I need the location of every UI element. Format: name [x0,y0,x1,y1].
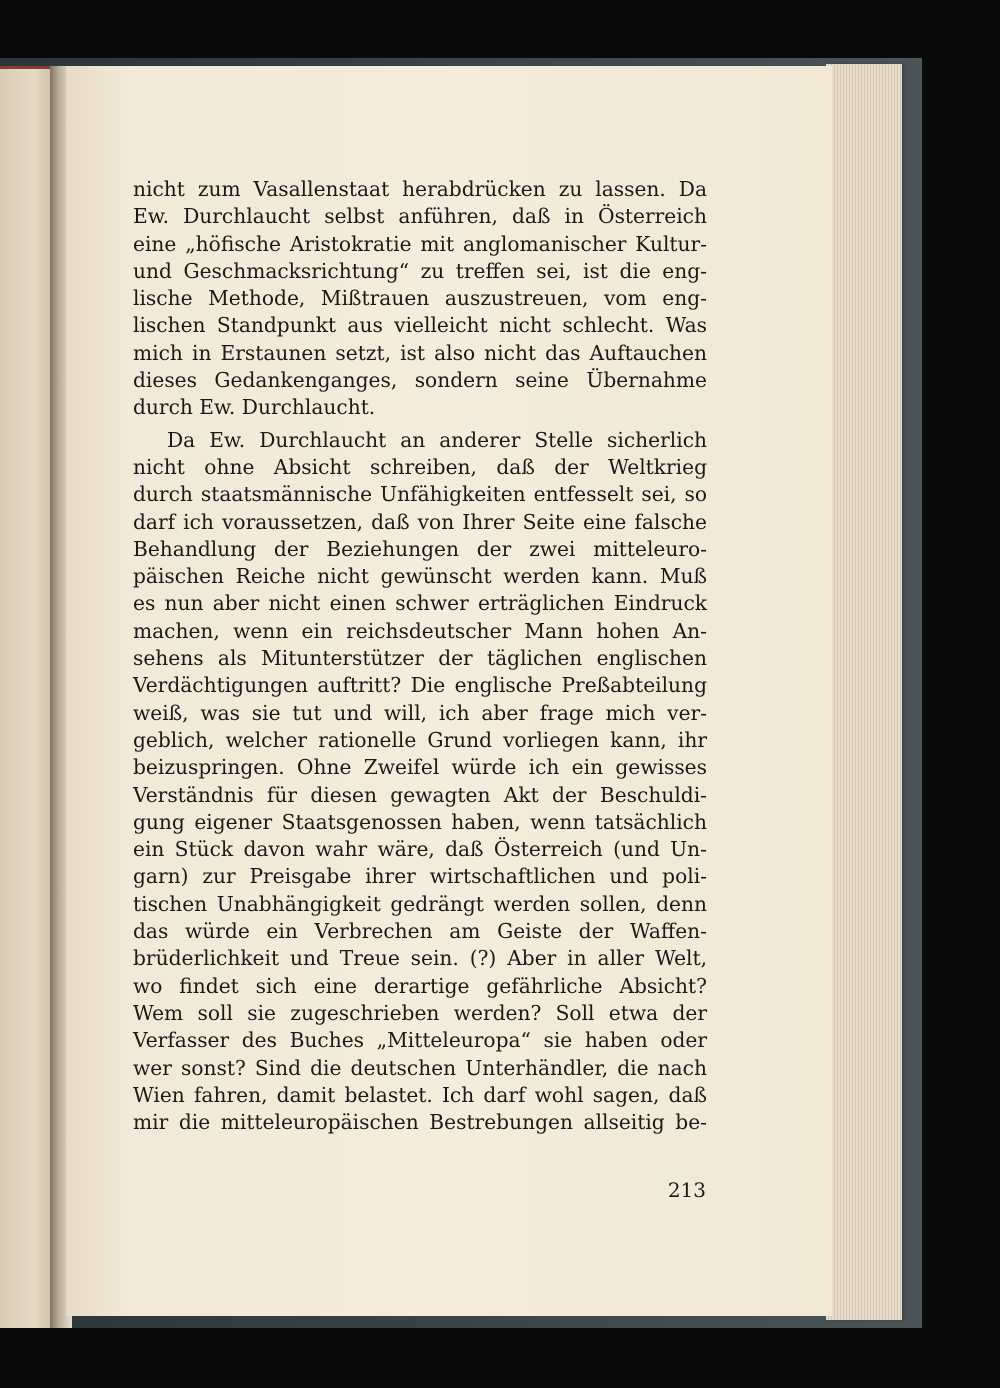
text-line: Behandlung der Beziehungen der zwei mitteleuro- [133,536,707,561]
text-line: wer sonst? Sind die deutschen Unterhändler, die nach [133,1055,707,1080]
text-line: sehens als Mitunterstützer der täglichen englischen [133,646,707,671]
text-line: und Geschmacksrichtung“ zu treffen sei, ist die eng- [133,258,707,283]
text-line: brüderlichkeit und Treue sein. (?) Aber in aller Welt, [133,946,707,971]
text-line: nicht zum Vasallenstaat herabdrücken zu lassen. Da [133,177,707,201]
paragraph-2 [133,427,707,1137]
text-line: Verfasser des Buches „Mitteleuropa“ sie haben oder [133,1028,707,1053]
text-line: eine „höfische Aristokratie mit anglomanischer Kultur- [133,231,707,256]
text-line: lischen Standpunkt aus vielleicht nicht schlecht. Was [133,313,707,338]
text-line: mir die mitteleuropäischen Bestrebungen allseitig be- [133,1110,707,1135]
text-line: beizuspringen. Ohne Zweifel würde ich ein gewisses [133,755,707,780]
text-line: päischen Reiche nicht gewünscht werden kann. Muß [133,564,707,589]
text-line: machen, wenn ein reichsdeutscher Mann hohen An- [133,618,707,643]
text-line: Verdächtigungen auftritt? Die englische Preßabteilung [133,673,707,698]
paragraph-1 [133,176,707,422]
text-line: ein Stück davon wahr wäre, daß Österreich (und Un- [133,837,707,862]
text-line: Wien fahren, damit belastet. Ich darf wohl sagen, daß [133,1082,707,1107]
text-line: tischen Unabhängigkeit gedrängt werden sollen, denn [133,891,707,916]
text-line: Verständnis für diesen gewagten Akt der Beschuldi- [133,782,707,807]
text-line: gung eigener Staatsgenossen haben, wenn tatsächlich [133,809,707,834]
text-line: es nun aber nicht einen schwer erträglichen Eindruck [133,591,707,616]
text-line: darf ich voraussetzen, daß von Ihrer Seite eine falsche [133,509,707,534]
text-line: lische Methode, Mißtrauen auszustreuen, vom eng- [133,286,707,311]
text-line: garn) zur Preisgabe ihrer wirtschaftlichen und poli- [133,864,707,889]
text-line: nicht ohne Absicht schreiben, daß der Weltkrieg [133,454,707,479]
text-line: das würde ein Verbrechen am Geiste der Waffen- [133,919,707,944]
text-line: weiß, was sie tut und will, ich aber frage mich ver- [133,700,707,725]
text-line: Wem soll sie zugeschrieben werden? Soll etwa der [133,1000,707,1025]
text-line: mich in Erstaunen setzt, ist also nicht das Auftauchen [133,340,707,365]
text-line: geblich, welcher rationelle Grund vorliegen kann, ihr [133,727,707,752]
text-line: durch Ew. Durchlaucht. [133,395,376,420]
text-line: dieses Gedankenganges, sondern seine Übernahme [133,368,707,393]
page-edges [826,64,902,1320]
text-line: durch staatsmännische Unfähigkeiten entfesselt sei, so [133,482,707,507]
text-line: Da Ew. Durchlaucht an anderer Stelle sicherlich [167,427,707,452]
body-text [133,176,707,1136]
text-line: wo findet sich eine derartige gefährliche Absicht? [133,973,707,998]
page-number: 213 [667,1178,706,1202]
text-line: Ew. Durchlaucht selbst anführen, daß in Österreich [133,204,707,229]
